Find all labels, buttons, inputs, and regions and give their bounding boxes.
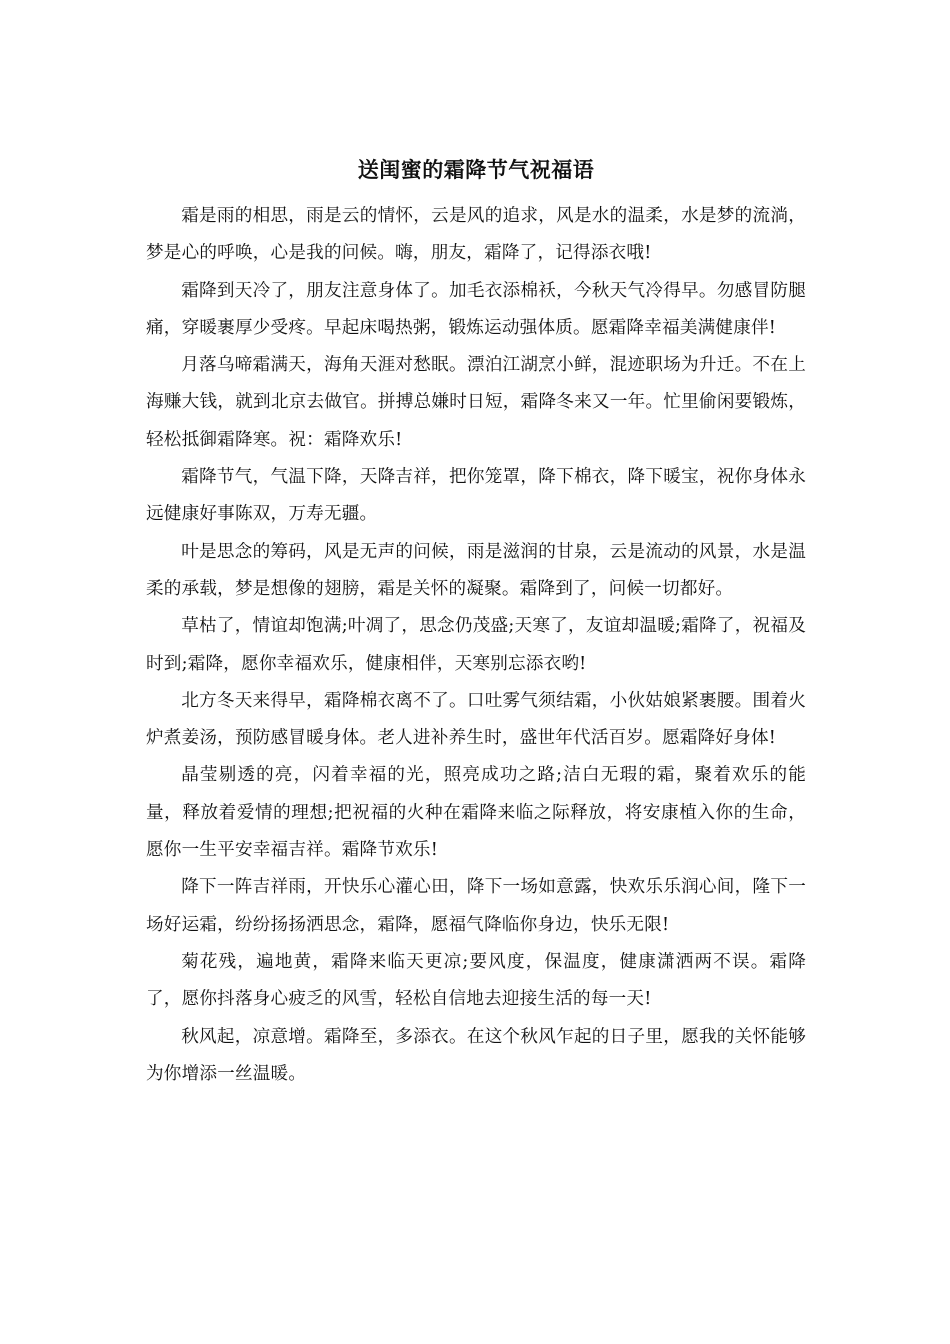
paragraph-4: 霜降节气，气温下降，天降吉祥，把你笼罩，降下棉衣，降下暖宝，祝你身体永远健康好事陈双，万寿无疆。 <box>146 467 806 525</box>
paragraph-8: 晶莹剔透的亮，闪着幸福的光，照亮成功之路;洁白无瑕的霜，聚着欢乐的能量，释放着爱情的理想;把祝福的火种在霜降来临之际释放，将安康植入你的生命，愿你一生平安幸福吉祥。霜降节欢乐! <box>146 765 806 861</box>
paragraph-6: 草枯了，情谊却饱满;叶凋了，思念仍茂盛;天寒了，友谊却温暖;霜降了，祝福及时到;霜降，愿你幸福欢乐，健康相伴，天寒别忘添衣哟! <box>146 616 806 674</box>
paragraph-10: 菊花残，遍地黄，霜降来临天更凉;要风度，保温度，健康潇洒两不误。霜降了，愿你抖落身心疲乏的风雪，轻松自信地去迎接生活的每一天! <box>146 951 806 1010</box>
paragraph-5: 叶是思念的筹码，风是无声的问候，雨是滋润的甘泉，云是流动的风景，水是温柔的承载，梦是想像的翅膀，霜是关怀的凝聚。霜降到了，问候一切都好。 <box>146 541 806 599</box>
paragraph-11: 秋风起，凉意增。霜降至，多添衣。在这个秋风乍起的日子里，愿我的关怀能够为你增添一丝温暖。 <box>146 1026 806 1084</box>
paragraph-2: 霜降到天冷了，朋友注意身体了。加毛衣添棉袄，今秋天气冷得早。勿感冒防腿痛，穿暖裹厚少受疼。早起床喝热粥，锻炼运动强体质。愿霜降幸福美满健康伴! <box>146 280 806 338</box>
paragraph-3: 月落乌啼霜满天，海角天涯对愁眠。漂泊江湖烹小鲜，混迹职场为升迁。不在上海赚大钱，就到北京去做官。拼搏总嫌时日短，霜降冬来又一年。忙里偷闲要锻炼，轻松抵御霜降寒。祝：霜降欢乐! <box>146 355 806 450</box>
document-page <box>146 150 806 1093</box>
paragraph-9: 降下一阵吉祥雨，开快乐心灌心田，降下一场如意露，快欢乐乐润心间，隆下一场好运霜，纷纷扬扬洒思念，霜降，愿福气降临你身边，快乐无限! <box>146 877 806 935</box>
document-title: 送闺蜜的霜降节气祝福语 <box>357 158 595 182</box>
paragraph-1: 霜是雨的相思，雨是云的情怀，云是风的追求，风是水的温柔，水是梦的流淌，梦是心的呼唤，心是我的问候。嗨，朋友，霜降了，记得添衣哦! <box>146 206 806 264</box>
paragraph-7: 北方冬天来得早，霜降棉衣离不了。口吐雾气须结霜，小伙姑娘紧裹腰。围着火炉煮姜汤，预防感冒暖身体。老人进补养生时，盛世年代活百岁。愿霜降好身体! <box>146 690 806 749</box>
